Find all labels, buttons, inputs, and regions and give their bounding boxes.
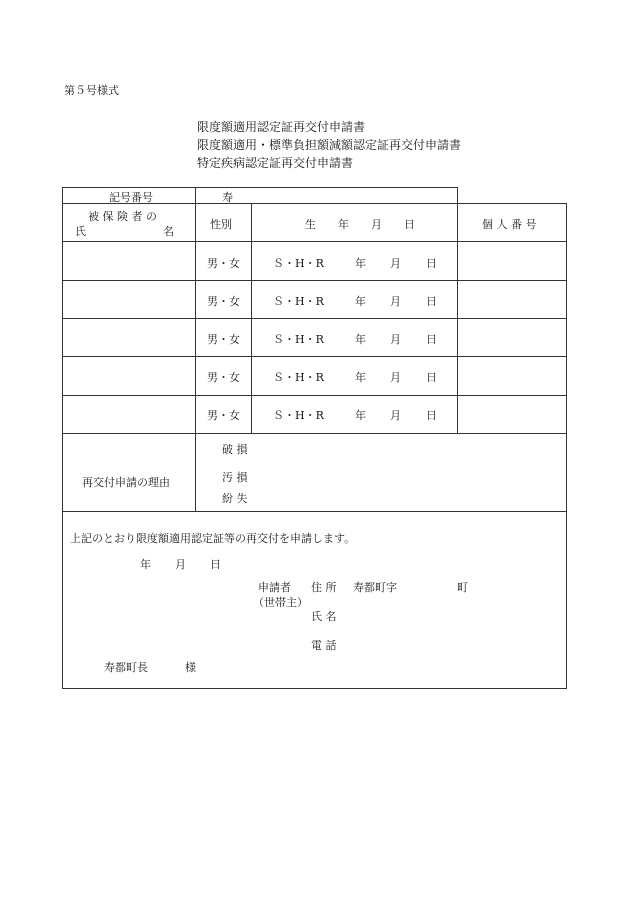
kigou-label: 記号番号 bbox=[109, 191, 153, 204]
form-number: 第５号様式 bbox=[64, 84, 119, 97]
sex-choice[interactable]: 男・女 bbox=[207, 257, 240, 270]
insured-name-label-right: 名 bbox=[163, 225, 174, 238]
reason-option-lost[interactable]: 紛 失 bbox=[222, 492, 248, 505]
day-label: 日 bbox=[426, 295, 437, 308]
insured-name-label-left: 氏 bbox=[75, 225, 86, 238]
address-value[interactable]: 寿都町字 bbox=[353, 581, 397, 594]
day-label: 日 bbox=[426, 371, 437, 384]
mynumber-column-header: 個 人 番 号 bbox=[482, 218, 537, 231]
sex-column-header: 性別 bbox=[210, 218, 232, 231]
day-label: 日 bbox=[426, 333, 437, 346]
insured-name-label-top: 被 保 険 者 の bbox=[88, 210, 157, 223]
month-label: 月 bbox=[390, 333, 401, 346]
date-year-label: 年 bbox=[140, 558, 151, 571]
era-choice[interactable]: Ｓ・H・R bbox=[273, 257, 324, 270]
year-label: 年 bbox=[355, 409, 366, 422]
month-label: 月 bbox=[390, 295, 401, 308]
name-label: 氏 名 bbox=[311, 610, 337, 623]
birthdate-column-header: 生 年 月 日 bbox=[305, 218, 415, 231]
sex-choice[interactable]: 男・女 bbox=[207, 409, 240, 422]
year-label: 年 bbox=[355, 371, 366, 384]
era-choice[interactable]: Ｓ・H・R bbox=[273, 333, 324, 346]
honorific: 様 bbox=[185, 661, 196, 674]
household-head-label: （世帯主） bbox=[253, 596, 308, 609]
day-label: 日 bbox=[426, 257, 437, 270]
sex-choice[interactable]: 男・女 bbox=[207, 371, 240, 384]
title-line-3: 特定疾病認定証再交付申請書 bbox=[197, 156, 354, 170]
declaration-text: 上記のとおり限度額適用認定証等の再交付を申請します。 bbox=[70, 532, 356, 545]
reason-option-soiled[interactable]: 汚 損 bbox=[222, 471, 248, 484]
day-label: 日 bbox=[426, 409, 437, 422]
reason-label: 再交付申請の理由 bbox=[82, 476, 170, 489]
month-label: 月 bbox=[390, 257, 401, 270]
kigou-value[interactable]: 寿 bbox=[222, 191, 233, 204]
sex-choice[interactable]: 男・女 bbox=[207, 295, 240, 308]
address-label: 住 所 bbox=[311, 581, 337, 594]
applicant-label: 申請者 bbox=[258, 581, 291, 594]
year-label: 年 bbox=[355, 295, 366, 308]
title-line-2: 限度額適用・標準負担額減額認定証再交付申請書 bbox=[197, 138, 462, 152]
sex-choice[interactable]: 男・女 bbox=[207, 333, 240, 346]
reason-option-damaged[interactable]: 破 損 bbox=[222, 443, 248, 456]
form-titles bbox=[197, 118, 461, 172]
era-choice[interactable]: Ｓ・H・R bbox=[273, 295, 324, 308]
phone-label: 電 話 bbox=[311, 639, 337, 652]
addressee: 寿都町長 bbox=[104, 661, 148, 674]
title-line-1: 限度額適用認定証再交付申請書 bbox=[197, 120, 366, 134]
year-label: 年 bbox=[355, 257, 366, 270]
era-choice[interactable]: Ｓ・H・R bbox=[273, 371, 324, 384]
date-day-label: 日 bbox=[210, 558, 221, 571]
address-suffix: 町 bbox=[457, 581, 468, 594]
month-label: 月 bbox=[390, 409, 401, 422]
month-label: 月 bbox=[390, 371, 401, 384]
era-choice[interactable]: Ｓ・H・R bbox=[273, 409, 324, 422]
date-month-label: 月 bbox=[175, 558, 186, 571]
year-label: 年 bbox=[355, 333, 366, 346]
